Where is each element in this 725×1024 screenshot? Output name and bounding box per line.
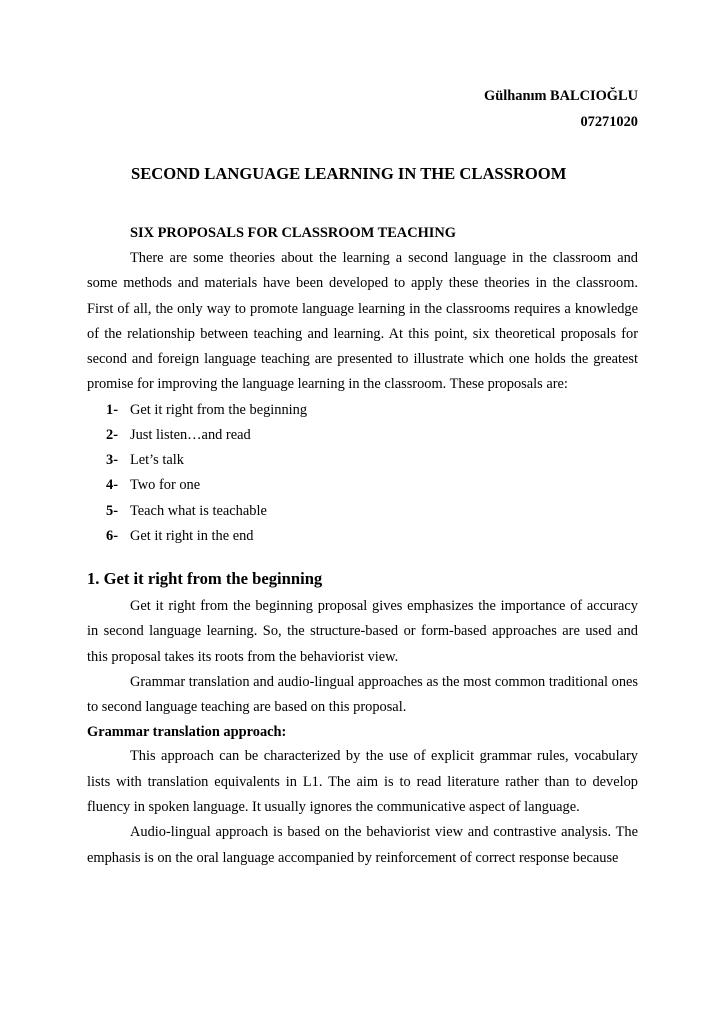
student-id: 07271020 [580,114,638,130]
list-number: 5- [106,502,118,519]
list-number: 4- [106,477,118,494]
proposal-list [87,398,638,549]
list-item [106,473,638,498]
list-number: 6- [106,527,118,544]
list-text: Let’s talk [130,452,184,469]
list-item [106,398,638,423]
list-item [106,499,638,524]
section-paragraph: Audio-lingual approach is based on the behaviorist view and contrastive analysis. The emphasis is on the oral language accompanied by reinforcement of correct response because [87,824,638,866]
page-title: SECOND LANGUAGE LEARNING IN THE CLASSROOM [131,164,567,183]
section-heading: 1. Get it right from the beginning [87,568,323,588]
document-body [87,221,638,871]
list-text: Teach what is teachable [130,502,267,519]
author-name: Gülhanım BALCIOĞLU [484,88,638,104]
list-item [106,524,638,549]
section-paragraph: Get it right from the beginning proposal gives emphasizes the importance of accuracy in second language learning. So, the structure-based or form-based approaches are used and this proposal takes its roots from the behaviorist view. [87,597,638,665]
grammar-translation-heading: Grammar translation approach: [87,724,287,741]
section-paragraph: This approach can be characterized by the use of explicit grammar rules, vocabulary lists with translation equivalents in L1. The aim is to read literature rather than to develop fluency in spoken language. It usually ignores the communicative aspect of language. [87,748,638,815]
list-number: 2- [106,426,118,443]
list-item [106,423,638,448]
list-item [106,448,638,473]
author-block [484,83,638,135]
list-number: 1- [106,401,118,418]
list-text: Get it right from the beginning [130,401,308,418]
section-paragraph: Grammar translation and audio-lingual approaches as the most common traditional ones to second language teaching are based on this proposal. [87,673,638,716]
intro-paragraph: There are some theories about the learning a second language in the classroom and some methods and materials have been developed to apply these theories in the classroom. First of all, the only way to promote language learning in the classrooms requires a knowledge of the relationship between teaching and learning. At this point, six theoretical proposals for second and foreign language teaching are presented to illustrate which one holds the greatest promise for improving the language learning in the classroom. These proposals are: [87,250,638,393]
list-text: Two for one [130,477,201,494]
subheading: SIX PROPOSALS FOR CLASSROOM TEACHING [130,225,456,241]
list-text: Just listen…and read [130,426,251,443]
list-number: 3- [106,452,118,469]
list-text: Get it right in the end [130,527,254,544]
